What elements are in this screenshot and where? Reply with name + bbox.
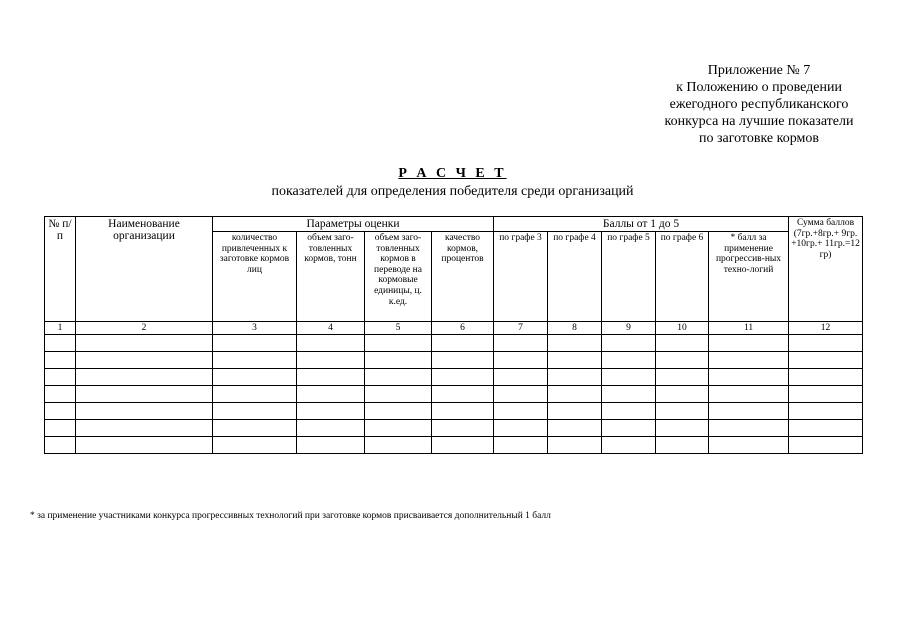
table-cell <box>45 369 76 386</box>
calculation-table <box>44 216 863 454</box>
table-cell <box>365 420 432 437</box>
header-score: по графе 5 <box>602 232 656 322</box>
table-cell <box>213 335 297 352</box>
column-number: 5 <box>365 322 432 335</box>
table-cell <box>602 352 656 369</box>
header-sum: Сумма баллов (7гр.+8гр.+ 9гр. +10гр.+ 11гр.=12 гр) <box>789 217 863 322</box>
table-cell <box>656 369 709 386</box>
header-score: по графе 6 <box>656 232 709 322</box>
table-cell <box>297 352 365 369</box>
table-row <box>45 403 863 420</box>
column-number: 4 <box>297 322 365 335</box>
table-cell <box>297 420 365 437</box>
header-parameters-group: Параметры оценки <box>213 217 494 232</box>
table-cell <box>494 403 548 420</box>
column-number: 10 <box>656 322 709 335</box>
table-cell <box>213 352 297 369</box>
table-cell <box>213 369 297 386</box>
column-number: 1 <box>45 322 76 335</box>
table-cell <box>709 369 789 386</box>
table-cell <box>432 386 494 403</box>
table-cell <box>548 352 602 369</box>
table-cell <box>789 403 863 420</box>
table-cell <box>709 352 789 369</box>
table-cell <box>494 386 548 403</box>
table-cell <box>45 335 76 352</box>
appendix-line: к Положению о проведении <box>676 80 842 95</box>
column-number: 2 <box>76 322 213 335</box>
appendix-header <box>640 62 878 147</box>
table-cell <box>432 369 494 386</box>
table-cell <box>656 403 709 420</box>
table-cell <box>213 437 297 454</box>
table-row <box>45 335 863 352</box>
column-number: 12 <box>789 322 863 335</box>
column-number: 6 <box>432 322 494 335</box>
header-score: по графе 4 <box>548 232 602 322</box>
column-number-row <box>45 322 863 335</box>
table-cell <box>76 352 213 369</box>
table-cell <box>494 352 548 369</box>
table-cell <box>45 437 76 454</box>
table-row <box>45 369 863 386</box>
table-cell <box>494 420 548 437</box>
appendix-line: Приложение № 7 <box>707 63 811 78</box>
table-cell <box>432 352 494 369</box>
table-cell <box>656 420 709 437</box>
table-cell <box>789 335 863 352</box>
table-cell <box>365 437 432 454</box>
table-cell <box>213 403 297 420</box>
table-cell <box>297 437 365 454</box>
table-cell <box>432 335 494 352</box>
table-cell <box>297 335 365 352</box>
table-cell <box>602 420 656 437</box>
table-cell <box>365 386 432 403</box>
table-cell <box>213 386 297 403</box>
table-cell <box>548 420 602 437</box>
table-cell <box>76 403 213 420</box>
column-number: 3 <box>213 322 297 335</box>
header-number: № п/п <box>45 217 76 322</box>
table-cell <box>789 437 863 454</box>
appendix-line: по заготовке кормов <box>698 131 819 146</box>
table-cell <box>789 386 863 403</box>
table-cell <box>76 386 213 403</box>
table-cell <box>365 369 432 386</box>
table-cell <box>494 335 548 352</box>
table-cell <box>656 352 709 369</box>
table-cell <box>76 335 213 352</box>
appendix-line: конкурса на лучшие показатели <box>664 114 854 129</box>
table-row <box>45 386 863 403</box>
footnote: * за применение участниками конкурса прогрессивных технологий при заготовке кормов присваивается дополнительный 1 балл <box>30 511 551 521</box>
table-row <box>45 352 863 369</box>
header-organization: Наименование организации <box>76 217 213 322</box>
header-param: качество кормов, процентов <box>432 232 494 322</box>
table-cell <box>548 335 602 352</box>
table-cell <box>365 403 432 420</box>
table-cell <box>432 420 494 437</box>
document-title: Р А С Ч Е Т <box>398 166 507 181</box>
table-cell <box>602 386 656 403</box>
table-cell <box>365 335 432 352</box>
table-cell <box>76 369 213 386</box>
table-header-row <box>45 217 863 232</box>
table-cell <box>213 420 297 437</box>
table-cell <box>45 352 76 369</box>
table-cell <box>709 386 789 403</box>
table-cell <box>656 437 709 454</box>
table-cell <box>45 420 76 437</box>
table-cell <box>494 369 548 386</box>
table-cell <box>432 403 494 420</box>
table-cell <box>297 369 365 386</box>
table-cell <box>76 420 213 437</box>
column-number: 9 <box>602 322 656 335</box>
table-cell <box>709 437 789 454</box>
table-cell <box>45 403 76 420</box>
table-cell <box>602 437 656 454</box>
table-cell <box>494 437 548 454</box>
table-cell <box>602 403 656 420</box>
table-cell <box>365 352 432 369</box>
table-cell <box>602 369 656 386</box>
header-param: объем заго-товленных кормов, тонн <box>297 232 365 322</box>
header-param: объем заго-товленных кормов в переводе на кормовые единицы, ц. к.ед. <box>365 232 432 322</box>
table-row <box>45 420 863 437</box>
table-cell <box>548 386 602 403</box>
table-cell <box>709 420 789 437</box>
table-cell <box>656 335 709 352</box>
table-cell <box>709 335 789 352</box>
column-number: 11 <box>709 322 789 335</box>
appendix-line: ежегодного республиканского <box>669 97 849 112</box>
table-cell <box>45 386 76 403</box>
table-cell <box>548 437 602 454</box>
table-cell <box>548 403 602 420</box>
table-cell <box>709 403 789 420</box>
header-param: количество привлеченных к заготовке кормов лиц <box>213 232 297 322</box>
header-score: * балл за применение прогрессив-ных техно-логий <box>709 232 789 322</box>
table-cell <box>789 420 863 437</box>
document-subtitle: показателей для определения победителя среди организаций <box>271 184 634 199</box>
table-body <box>45 335 863 454</box>
table-cell <box>297 386 365 403</box>
header-scores-group: Баллы от 1 до 5 <box>494 217 789 232</box>
table-cell <box>656 386 709 403</box>
column-number: 8 <box>548 322 602 335</box>
table-cell <box>76 437 213 454</box>
table-cell <box>297 403 365 420</box>
table-row <box>45 437 863 454</box>
header-score: по графе 3 <box>494 232 548 322</box>
table-cell <box>789 369 863 386</box>
table-cell <box>789 352 863 369</box>
table-cell <box>602 335 656 352</box>
column-number: 7 <box>494 322 548 335</box>
table-cell <box>548 369 602 386</box>
table-cell <box>432 437 494 454</box>
